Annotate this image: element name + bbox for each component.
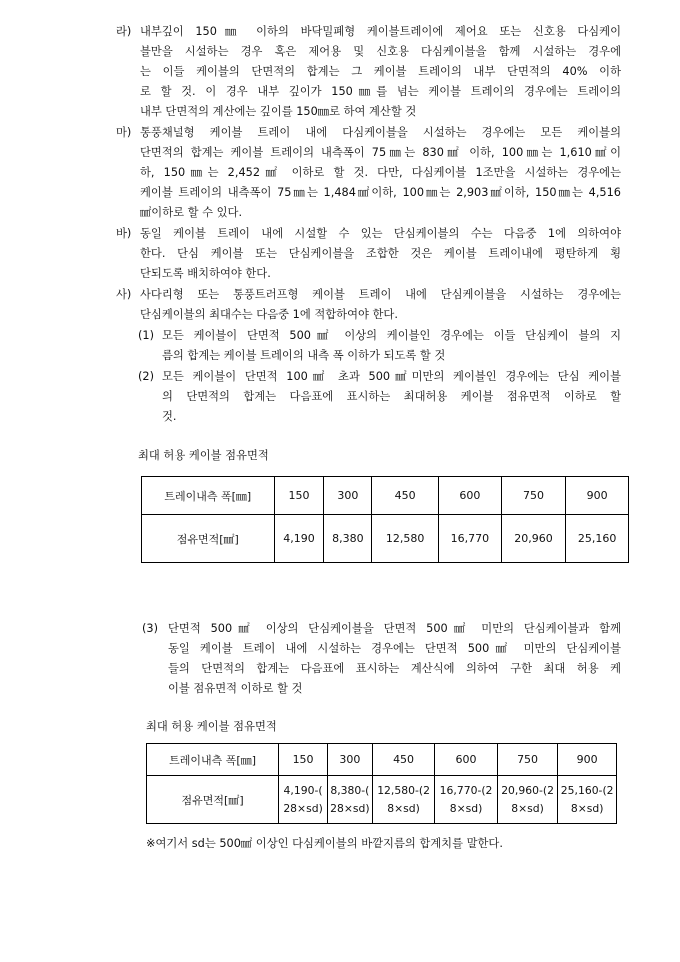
- table-header-cell: 450: [372, 744, 434, 776]
- cell-line: 28×sd): [283, 801, 323, 815]
- item-ma-line: 통풍채널형 케이블 트레이 내에 다심케이블을 시설하는 경우에는 모든 케이블의: [140, 126, 621, 139]
- item-ba-line: 동일 케이블 트레이 내에 시설할 수 있는 단심케이블의 수는 다음중 1에 의하여야: [140, 227, 621, 240]
- cell-line: 20,960-(2: [501, 783, 554, 797]
- sub-item-3-line: 들의 단면적의 합계는 다음표에 표시하는 계산식에 의하여 구한 최대 허용 케: [168, 662, 621, 675]
- item-ma-line: ㎟이하로 할 수 있다.: [140, 206, 243, 219]
- cell-line: 8×sd): [449, 801, 483, 815]
- cell-line: 12,580-(2: [377, 783, 430, 797]
- cell-line: 8,380-(: [330, 783, 370, 797]
- item-marker-ma: 마): [116, 126, 132, 139]
- table-header-cell: 트레이내측 폭[㎜]: [147, 744, 279, 776]
- sub-item-2-line: 의 단면적의 합계는 다음표에 표시하는 최대허용 케이블 점유면적 이하로 할: [162, 390, 621, 403]
- table1-caption: 최대 허용 케이블 점유면적: [138, 449, 269, 462]
- sub-item-marker-2: (2): [138, 370, 155, 383]
- table-header-row: [147, 744, 617, 776]
- table-header-row: [142, 477, 629, 515]
- table-header-cell: 600: [435, 744, 497, 776]
- table-header-cell: 300: [324, 477, 372, 515]
- item-ra-line: 블만을 시설하는 경우 혹은 제어용 및 신호용 다심케이블을 함께 시설하는 경우에: [140, 45, 621, 58]
- table-cell: 25,160: [566, 515, 629, 563]
- sub-item-2-line: 모든 케이블이 단면적 100㎟ 초과 500㎟미만의 케이블인 경우에는 단심 케이블: [162, 370, 621, 383]
- cell-line: 28×sd): [330, 801, 370, 815]
- item-ma-line: 단면적의 합계는 케이블 트레이의 내측폭이 75㎜는 830㎟ 이하, 100㎜는 1,610㎟이: [140, 146, 621, 159]
- cell-line: 25,160-(2: [560, 783, 614, 797]
- table-cell: 4,190: [274, 515, 324, 563]
- sub-item-3-line: 동일 케이블 트레이 내에 시설하는 경우에는 단면적 500㎟ 미만의 단심케이블: [168, 642, 621, 655]
- item-sa-line: 사다리형 또는 통풍트러프형 케이블 트레이 내에 단심케이블을 시설하는 경우에는: [140, 288, 621, 301]
- table-cell: [327, 776, 372, 824]
- cell-line: 8×sd): [387, 801, 420, 815]
- table-header-cell: 150: [274, 477, 324, 515]
- sub-item-2-line: 것.: [162, 410, 177, 423]
- table-header-cell: 750: [501, 477, 566, 515]
- item-ba-line: 한다. 단심 케이블 또는 단심케이블을 조합한 것은 케이블 트레이내에 평탄하게 횡: [140, 247, 621, 260]
- table2-caption: 최대 허용 케이블 점유면적: [146, 720, 277, 733]
- table-cell: 점유면적[㎟]: [147, 776, 279, 824]
- table-header-cell: 트레이내측 폭[㎜]: [142, 477, 275, 515]
- cell-line: 8×sd): [511, 801, 544, 815]
- table-header-cell: 900: [566, 477, 629, 515]
- item-sa-line: 단심케이블의 최대수는 다음중 1에 적합하여야 한다.: [140, 308, 398, 321]
- table-header-cell: 900: [558, 744, 617, 776]
- table-cell: 16,770: [439, 515, 502, 563]
- table-cell: 8,380: [324, 515, 372, 563]
- sub-item-3-line: 이블 점유면적 이하로 할 것: [168, 682, 303, 695]
- item-marker-ba: 바): [116, 227, 132, 240]
- sub-item-1-line: 모든 케이블이 단면적 500㎟ 이상의 케이블인 경우에는 이들 단심케이 블의 지: [162, 329, 621, 342]
- table-header-cell: 150: [279, 744, 328, 776]
- footnote: ※여기서 sd는 500㎟ 이상인 다심케이블의 바깥지름의 합계치를 말한다.: [146, 837, 503, 850]
- table-cell: [372, 776, 434, 824]
- table-cell: [558, 776, 617, 824]
- table-header-cell: 300: [327, 744, 372, 776]
- table-cell: 20,960: [501, 515, 566, 563]
- cell-line: 8×sd): [570, 801, 604, 815]
- table-row: [142, 515, 629, 563]
- sub-item-marker-3: (3): [142, 622, 159, 635]
- item-ma-line: 케이블 트레이의 내측폭이 75㎜는 1,484㎟이하, 100㎜는 2,903㎟이하, 150㎜는 4,516: [140, 186, 621, 199]
- item-ra-line: 내부 단면적의 계산에는 깊이를 150㎜로 하여 계산할 것: [140, 105, 417, 118]
- item-ra-line: 로 할 것. 이 경우 내부 깊이가 150㎜를 넘는 케이블 트레이의 경우에는 트레이의: [140, 85, 621, 98]
- sub-item-3-line: 단면적 500㎟ 이상의 단심케이블을 단면적 500㎟ 미만의 단심케이블과 함께: [168, 622, 621, 635]
- table-row: [147, 776, 617, 824]
- item-marker-sa: 사): [116, 288, 132, 301]
- max-cable-area-table-1: [141, 476, 629, 563]
- item-ra-line: 내부깊이 150㎜ 이하의 바닥밀폐형 케이블트레이에 제어요 또는 신호용 다심케이: [140, 25, 621, 38]
- cell-line: 16,770-(2: [439, 783, 493, 797]
- table-header-cell: 450: [372, 477, 439, 515]
- max-cable-area-table-2: [146, 743, 617, 824]
- table-cell: [497, 776, 558, 824]
- sub-item-marker-1: (1): [138, 329, 155, 342]
- item-marker-ra: 라): [116, 25, 132, 38]
- item-ba-line: 단되도록 배치하여야 한다.: [140, 267, 271, 280]
- table-cell: 12,580: [372, 515, 439, 563]
- cell-line: 4,190-(: [283, 783, 323, 797]
- table-header-cell: 600: [439, 477, 502, 515]
- table-cell: 점유면적[㎟]: [142, 515, 275, 563]
- table-cell: [435, 776, 497, 824]
- table-cell: [279, 776, 328, 824]
- item-ma-line: 하, 150㎜는 2,452㎟ 이하로 할 것. 다만, 다심케이블 1조만을 시설하는 경우에는: [140, 166, 621, 179]
- table-header-cell: 750: [497, 744, 558, 776]
- sub-item-1-line: 름의 합계는 케이블 트레이의 내측 폭 이하가 되도록 할 것: [162, 349, 446, 362]
- item-ra-line: 는 이들 케이블의 단면적의 합계는 그 케이블 트레이의 내부 단면적의 40% 이하: [140, 65, 621, 78]
